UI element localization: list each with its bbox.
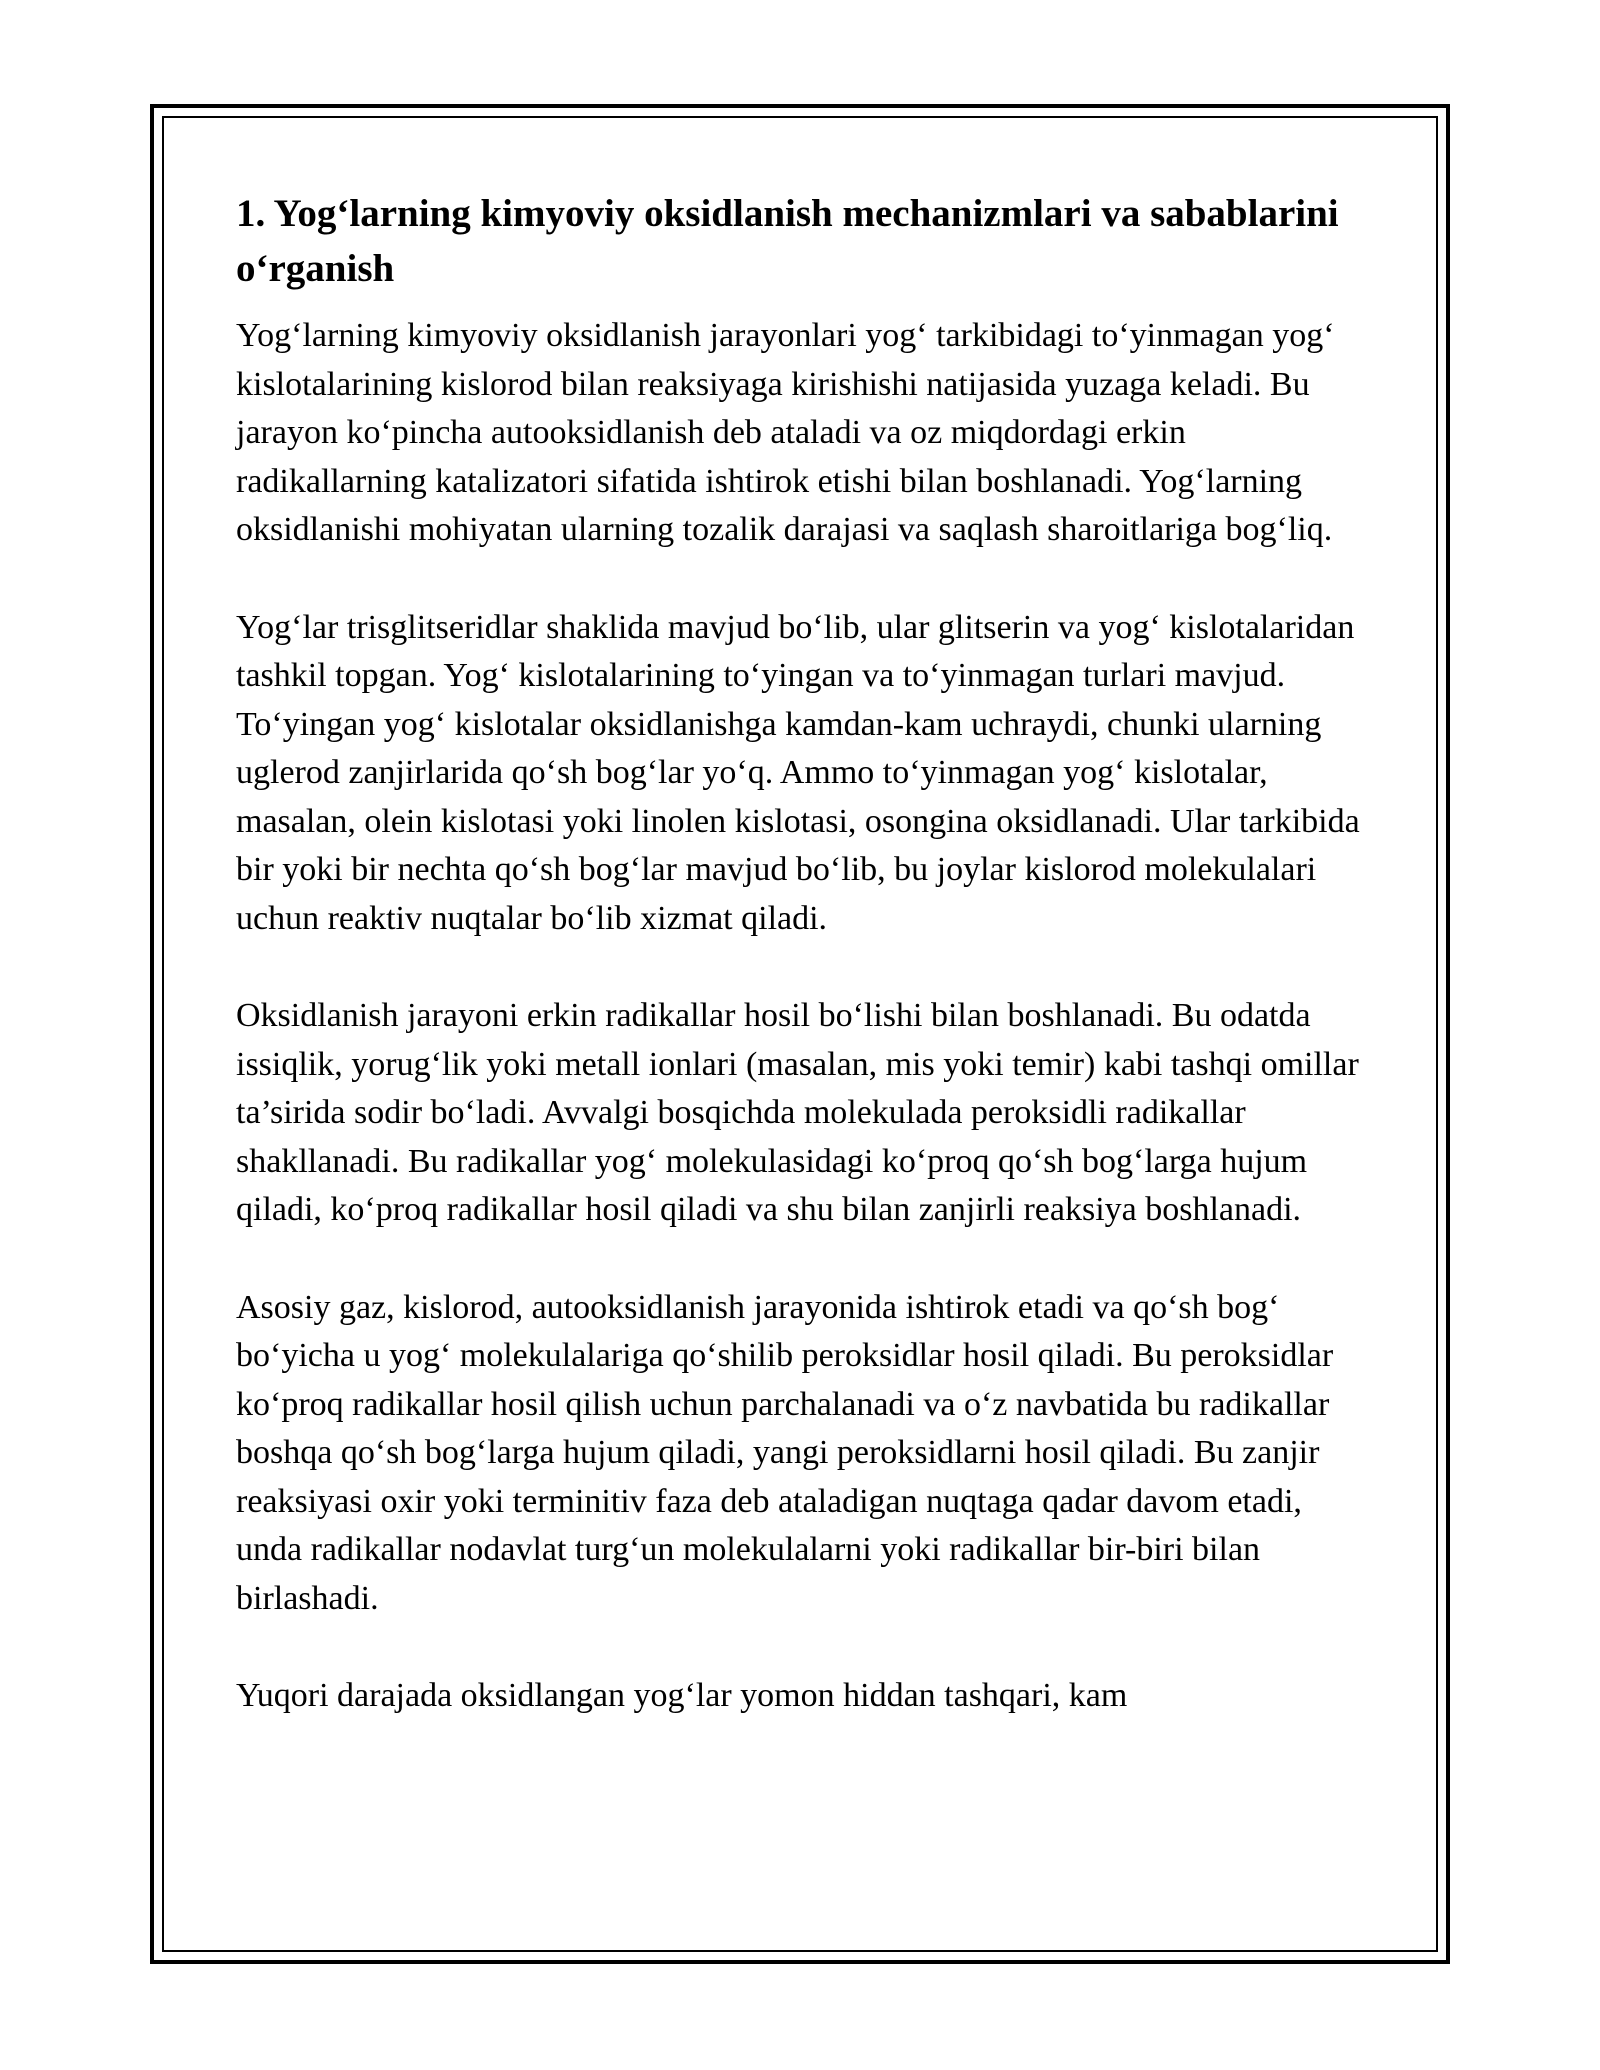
paragraph-2: Yog‘lar trisglitseridlar shaklida mavjud bo‘lib, ular glitserin va yog‘ kislotalaridan tashkil topgan. Yog‘ kislotalarining to‘yingan va to‘yinmagan turlari mavjud. To‘yingan yog‘ kislotalar oksidlanishga kamdan-kam uchraydi, chunki ularning uglerod zanjirlarida qo‘sh bog‘lar yo‘q. Ammo to‘yinmagan yog‘ kislotalar, masalan, olein kislotasi yoki linolen kislotasi, osongina oksidlanadi. Ular tarkibida bir yoki bir nechta qo‘sh bog‘lar mavjud bo‘lib, bu joylar kislorod molekulalari uchun reaktiv nuqtalar bo‘lib xizmat qiladi. bbox=[236, 608, 1360, 937]
paragraph-5: Yuqori darajada oksidlangan yog‘lar yomon hiddan tashqari, kam bbox=[236, 1677, 1128, 1714]
paragraph-3: Oksidlanish jarayoni erkin radikallar hosil bo‘lishi bilan boshlanadi. Bu odatda issiqlik, yorug‘lik yoki metall ionlari (masalan, mis yoki temir) kabi tashqi omillar ta’sirida sodir bo‘ladi. Avvalgi bosqichda molekulada peroksidli radikallar shakllanadi. Bu radikallar yog‘ molekulasidagi ko‘proq qo‘sh bog‘larga hujum qiladi, ko‘proq radikallar hosil qiladi va shu bilan zanjirli reaksiya boshlanadi. bbox=[236, 997, 1359, 1228]
section-heading: 1. Yog‘larning kimyoviy oksidlanish mechanizmlari va sabablarini o‘rganish bbox=[236, 192, 1339, 290]
paragraph-1: Yog‘larning kimyoviy oksidlanish jarayonlari yog‘ tarkibidagi to‘yinmagan yog‘ kislotalarining kislorod bilan reaksiyaga kirishishi natijasida yuzaga keladi. Bu jarayon ko‘pincha autooksidlanish deb ataladi va oz miqdordagi erkin radikallarning katalizatori sifatida ishtirok etishi bilan boshlanadi. Yog‘larning oksidlanishi mohiyatan ularning tozalik darajasi va saqlash sharoitlariga bog‘liq. bbox=[236, 317, 1335, 548]
paragraph-4: Asosiy gaz, kislorod, autooksidlanish jarayonida ishtirok etadi va qo‘sh bog‘ bo‘yicha u yog‘ molekulalariga qo‘shilib peroksidlar hosil qiladi. Bu peroksidlar ko‘proq radikallar hosil qilish uchun parchalanadi va o‘z navbatida bu radikallar boshqa qo‘sh bog‘larga hujum qiladi, yangi peroksidlarni hosil qiladi. Bu zanjir reaksiyasi oxir yoki terminitiv faza deb ataladigan nuqtaga qadar davom etadi, unda radikallar nodavlat turg‘un molekulalarni yoki radikallar bir-biri bilan birlashadi. bbox=[236, 1288, 1334, 1617]
document-body bbox=[236, 186, 1366, 1721]
